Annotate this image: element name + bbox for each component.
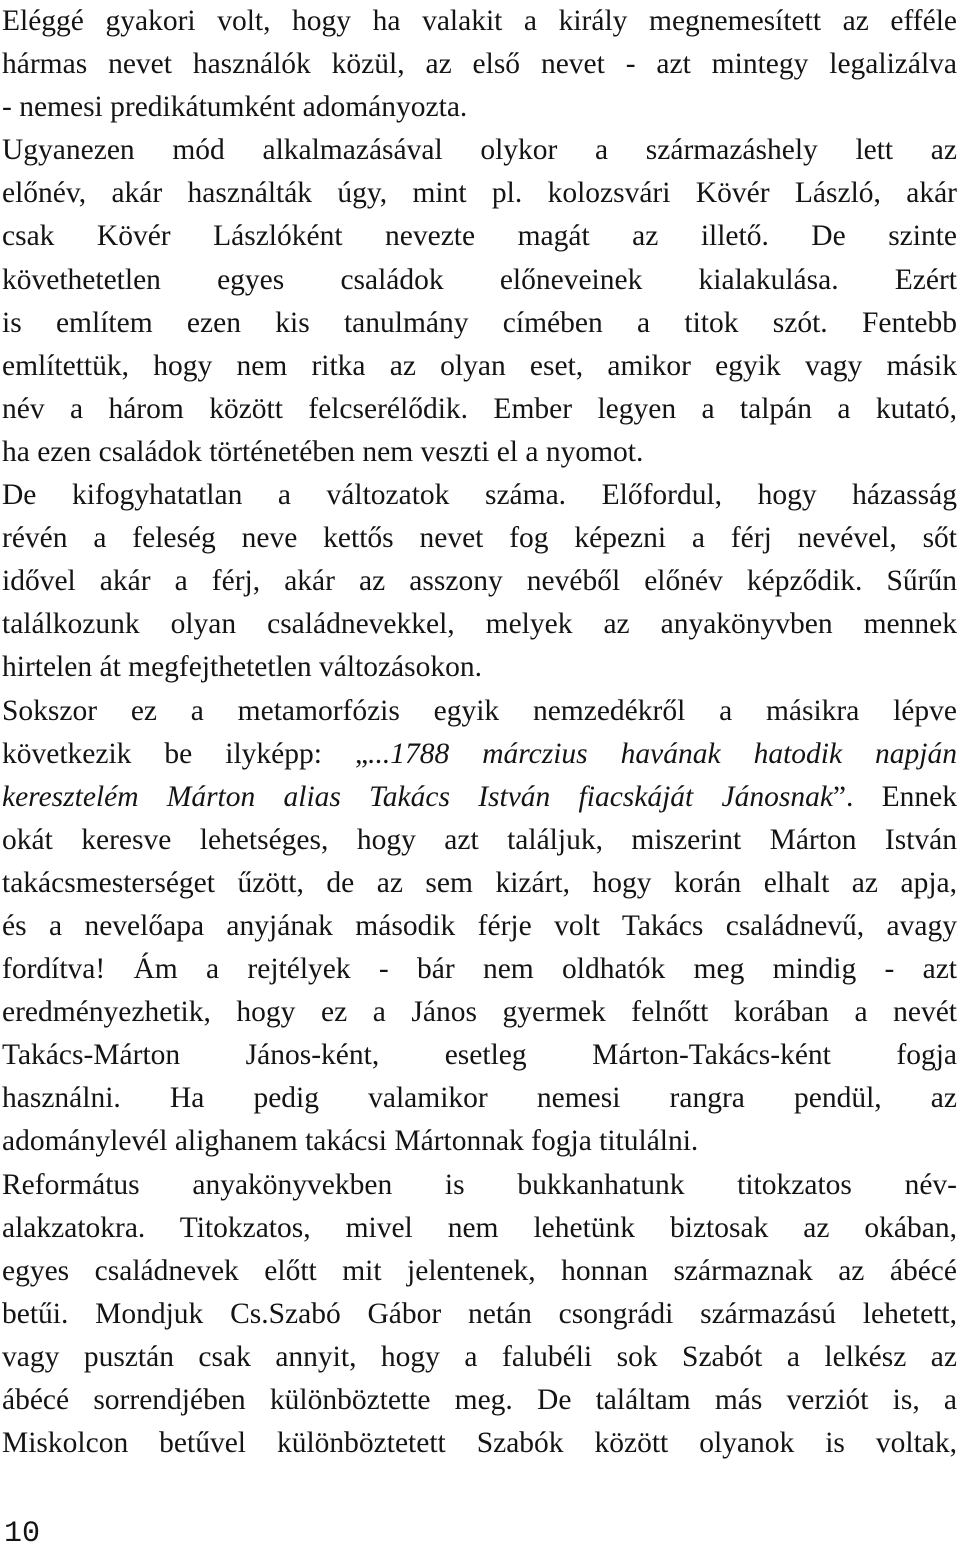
text-line: eredményezhetik, hogy ez a János gyermek felnőtt korában a nevét <box>2 996 957 1029</box>
text-line: ha ezen családok történetében nem veszti el a nyomot. <box>2 435 644 468</box>
body-text <box>2 0 957 1465</box>
text-line: betűi. Mondjuk Cs.Szabó Gábor netán csongrádi származású lehetett, <box>2 1297 957 1330</box>
text-line: okát keresve lehetséges, hogy azt találjuk, miszerint Márton István <box>2 823 957 856</box>
text-line: alakzatokra. Titokzatos, mivel nem lehetünk biztosak az okában, <box>2 1211 957 1244</box>
text-line: révén a feleség neve kettős nevet fog képezni a férj nevével, sőt <box>2 522 957 555</box>
text-line: vagy pusztán csak annyit, hogy a falubéli sok Szabót a lelkész az <box>2 1340 957 1373</box>
text-line: ábécé sorrendjében különböztette meg. De találtam más verziót is, a <box>2 1384 957 1416</box>
text-line: hirtelen át megfejthetetlen változásokon. <box>2 651 483 684</box>
text-line: találkozunk olyan családnevekkel, melyek az anyakönyvben mennek <box>2 608 957 641</box>
text-line: követhetetlen egyes családok előneveinek kialakulása. Ezért <box>2 263 957 296</box>
page-number: 10 <box>4 1517 41 1551</box>
text-line: említettük, hogy nem ritka az olyan eset, amikor egyik vagy másik <box>2 349 957 382</box>
quote-lead-text: következik be ilyképp: „ <box>2 737 369 770</box>
text-line-quote-end <box>2 776 957 819</box>
text-line: idővel akár a férj, akár az asszony nevéből előnév képződik. Sűrűn <box>2 565 957 598</box>
quote-italic-text: keresztelém Márton alias Takács István fiacskáját Jánosnak <box>2 780 833 813</box>
text-line: - nemesi predikátumként adományozta. <box>2 91 468 124</box>
text-line: név a három között felcserélődik. Ember legyen a talpán a kutató, <box>2 392 957 425</box>
quote-trail-text: ”. Ennek <box>832 780 957 813</box>
text-line: Sokszor ez a metamorfózis egyik nemzedékről a másikra lépve <box>2 694 957 727</box>
text-line: is említem ezen kis tanulmány címében a titok szót. Fentebb <box>2 306 957 339</box>
text-line: Eléggé gyakori volt, hogy ha valakit a király megnemesített az efféle <box>2 5 957 37</box>
text-line: hármas nevet használók közül, az első nevet - azt mintegy legalizálva <box>2 48 957 81</box>
text-line: egyes családnevek előtt mit jelentenek, honnan származnak az ábécé <box>2 1254 957 1287</box>
text-line: adománylevél alighanem takácsi Mártonnak fogja titulálni. <box>2 1125 699 1158</box>
text-line: Miskolcon betűvel különböztetett Szabók között olyanok is voltak, <box>2 1427 957 1460</box>
text-line: és a nevelőapa anyjának második férje volt Takács családnevű, avagy <box>2 909 957 942</box>
text-line-quote-start <box>2 733 957 776</box>
text-line: Ugyanezen mód alkalmazásával olykor a származáshely lett az <box>2 134 957 167</box>
text-line: használni. Ha pedig valamikor nemesi rangra pendül, az <box>2 1082 957 1115</box>
text-line: fordítva! Ám a rejtélyek - bár nem oldhatók meg mindig - azt <box>2 953 957 986</box>
text-line: Takács-Márton János-ként, esetleg Márton-Takács-ként fogja <box>2 1039 957 1072</box>
text-line: csak Kövér Lászlóként nevezte magát az illető. De szinte <box>2 220 957 253</box>
text-line: Református anyakönyvekben is bukkanhatunk titokzatos név- <box>2 1168 957 1201</box>
text-line: De kifogyhatatlan a változatok száma. Előfordul, hogy házasság <box>2 479 957 512</box>
text-line: takácsmesterséget űzött, de az sem kizárt, hogy korán elhalt az apja, <box>2 866 957 899</box>
quote-italic-text: ...1788 márczius havának hatodik napján <box>368 737 957 770</box>
text-line: előnév, akár használták úgy, mint pl. kolozsvári Kövér László, akár <box>2 177 957 210</box>
